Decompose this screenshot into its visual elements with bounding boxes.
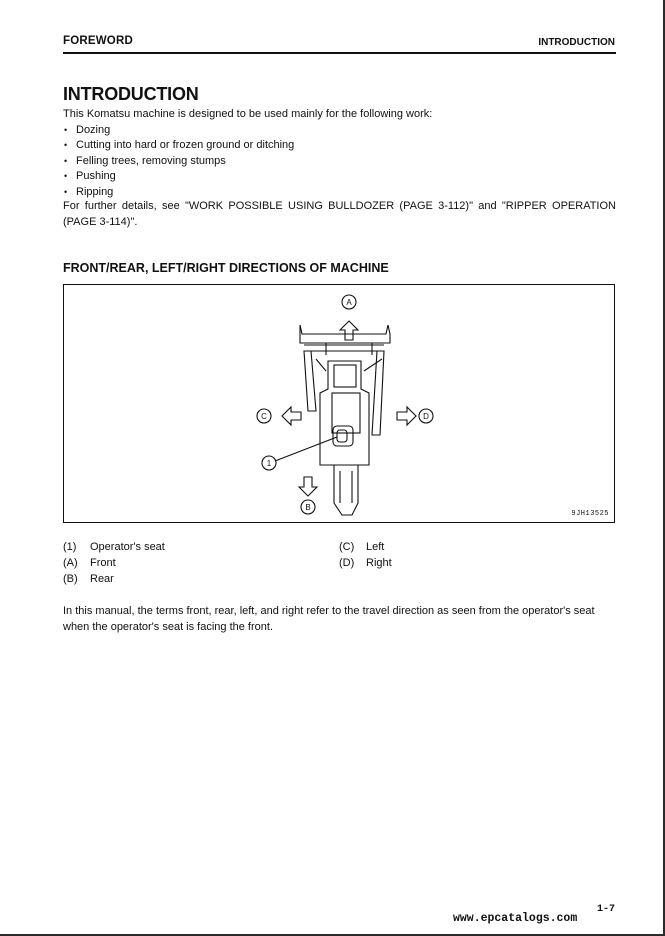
intro-text: This Komatsu machine is designed to be used mainly for the following work:	[63, 108, 433, 120]
legend-item	[339, 555, 392, 571]
machine-diagram	[64, 285, 614, 522]
legend-label: Right	[366, 557, 392, 569]
legend-key: (C)	[339, 541, 355, 553]
footer-watermark: www.epcatalogs.com	[453, 912, 578, 925]
legend-item	[63, 571, 165, 587]
seat-leader-line	[275, 437, 337, 461]
further-details-text: For further details, see "WORK POSSIBLE USING BULLDOZER (PAGE 3-112)" and "RIPPER OPERATION (PAGE 3-114)".	[63, 200, 616, 228]
legend-label: Rear	[90, 573, 114, 585]
header-rule	[63, 52, 616, 54]
left-track	[304, 351, 316, 411]
header-section: FOREWORD	[63, 35, 133, 47]
legend-item	[63, 539, 165, 555]
figure-code: 9JH13525	[571, 510, 609, 518]
rear-marker-label: B	[305, 503, 311, 512]
list-item: • Dozing	[64, 123, 294, 138]
legend-key: (1)	[63, 541, 77, 553]
legend-item	[339, 539, 392, 555]
direction-note: In this manual, the terms front, rear, left, and right refer to the travel direction as seen from the operator's seat when the operator's seat is facing the front.	[63, 605, 595, 633]
legend-label: Left	[366, 541, 385, 553]
legend-key: (D)	[339, 557, 355, 569]
list-item: • Pushing	[64, 169, 294, 184]
right-track	[372, 351, 384, 435]
header-chapter: INTRODUCTION	[538, 37, 615, 48]
front-arrow-icon	[340, 321, 358, 340]
page-number: 1-7	[597, 904, 616, 915]
left-marker-label: C	[261, 412, 267, 421]
list-item: • Ripping	[64, 185, 294, 200]
legend-key: (B)	[63, 573, 78, 585]
work-list	[64, 123, 294, 200]
left-arrow-icon	[282, 407, 301, 425]
legend-key: (A)	[63, 557, 78, 569]
front-marker-label: A	[346, 298, 352, 307]
page-title: INTRODUCTION	[63, 84, 199, 104]
legend-item	[63, 555, 165, 571]
ripper	[334, 465, 358, 515]
right-arrow-icon	[397, 407, 416, 425]
legend-label: Front	[90, 557, 116, 569]
seat-marker-label: 1	[266, 459, 272, 468]
legend-right	[339, 539, 392, 571]
legend-left	[63, 539, 165, 587]
section-heading: FRONT/REAR, LEFT/RIGHT DIRECTIONS OF MACHINE	[63, 261, 389, 275]
right-marker-label: D	[423, 412, 429, 421]
rear-arrow-icon	[299, 477, 317, 496]
list-item: • Felling trees, removing stumps	[64, 154, 294, 169]
legend-label: Operator's seat	[90, 541, 165, 553]
list-item: • Cutting into hard or frozen ground or ditching	[64, 138, 294, 153]
operator-seat	[333, 426, 353, 446]
machine-directions-figure	[63, 284, 615, 523]
machine-body	[320, 361, 369, 465]
